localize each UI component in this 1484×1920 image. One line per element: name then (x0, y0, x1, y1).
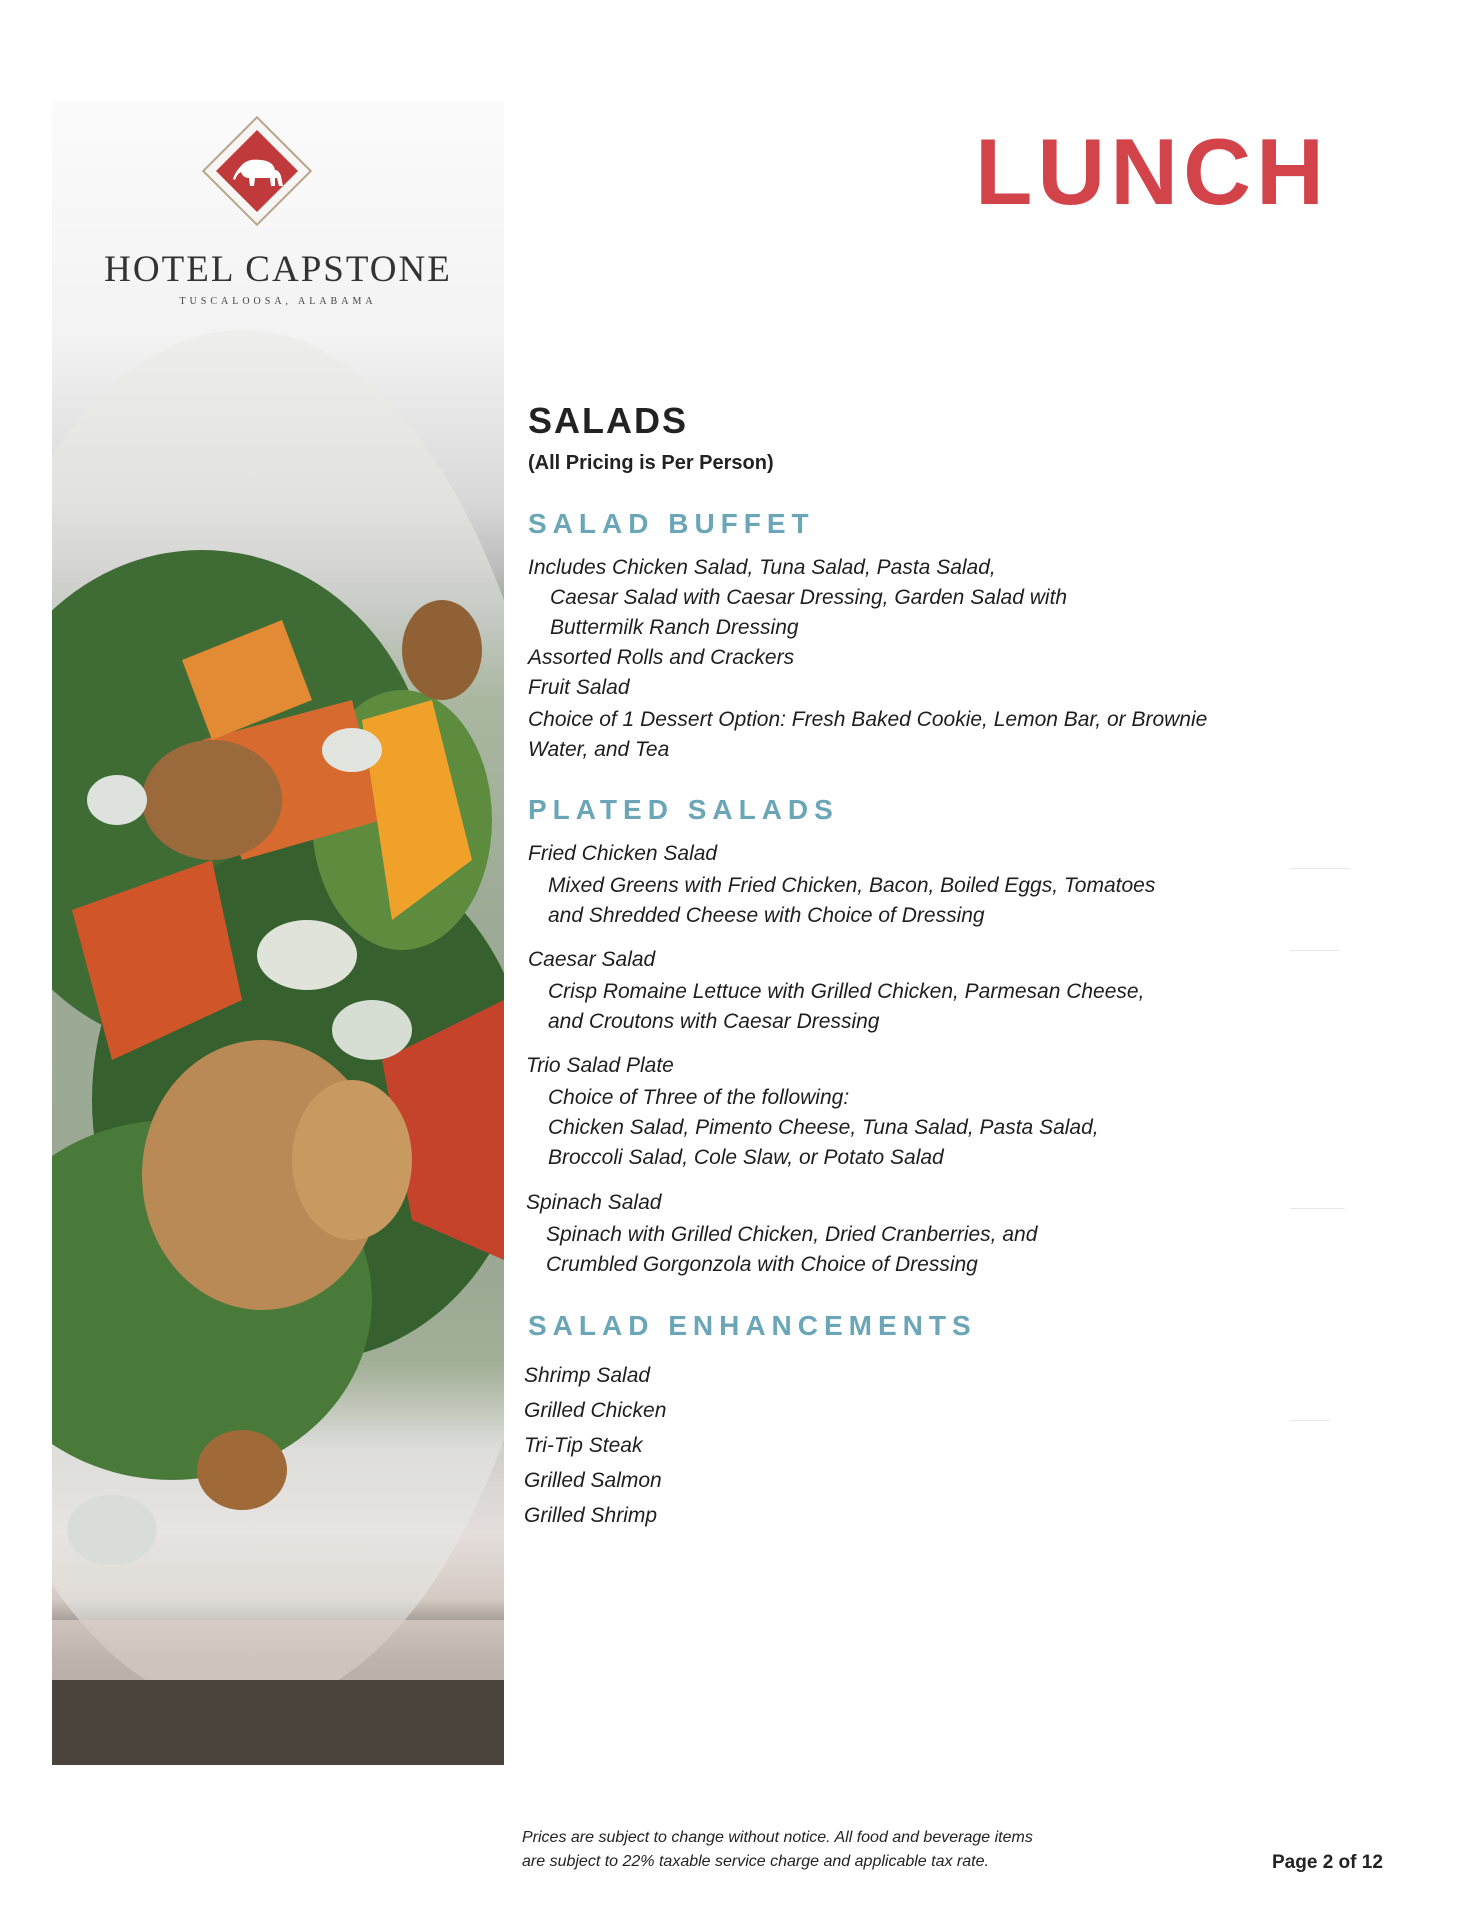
brand-name: HOTEL CAPSTONE (104, 249, 452, 290)
scan-mark (1290, 868, 1350, 869)
plated-item-desc: and Shredded Cheese with Choice of Dressing (548, 904, 985, 927)
plated-item-name: Caesar Salad (528, 948, 656, 971)
elephant-icon (227, 152, 289, 192)
buffet-line: Buttermilk Ranch Dressing (550, 616, 799, 639)
plated-item-name: Trio Salad Plate (526, 1054, 674, 1077)
scan-mark (1290, 1208, 1345, 1209)
footer-note-line: Prices are subject to change without notice. All food and beverage items (522, 1829, 1033, 1846)
pricing-note: (All Pricing is Per Person) (528, 452, 774, 474)
plated-item-name: Spinach Salad (526, 1191, 662, 1214)
plated-item-desc: Choice of Three of the following: (548, 1086, 850, 1109)
buffet-line: Choice of 1 Dessert Option: Fresh Baked Cookie, Lemon Bar, or Brownie (528, 708, 1208, 731)
plated-item-desc: Chicken Salad, Pimento Cheese, Tuna Salad, Pasta Salad, (548, 1116, 1099, 1139)
enhancement-item: Shrimp Salad (524, 1364, 651, 1387)
section-title: SALADS (528, 400, 689, 441)
plated-item-name: Fried Chicken Salad (528, 842, 718, 865)
scan-mark (1290, 1420, 1330, 1421)
plated-item-desc: Crisp Romaine Lettuce with Grilled Chicken, Parmesan Cheese, (548, 980, 1145, 1003)
brand-location: TUSCALOOSA, ALABAMA (179, 296, 377, 307)
footer-note-line: are subject to 22% taxable service charge and applicable tax rate. (522, 1853, 989, 1870)
page-number: Page 2 of 12 (1272, 1852, 1383, 1873)
buffet-line: Caesar Salad with Caesar Dressing, Garden Salad with (550, 586, 1068, 609)
scan-mark (1290, 950, 1340, 951)
enhancement-item: Grilled Chicken (524, 1399, 667, 1422)
plated-item-desc: Spinach with Grilled Chicken, Dried Cranberries, and (546, 1223, 1038, 1246)
enhancement-item: Grilled Shrimp (524, 1504, 658, 1527)
plated-item-desc: and Croutons with Caesar Dressing (548, 1010, 880, 1033)
salad-photo-panel (52, 100, 504, 1765)
enhancement-item: Tri-Tip Steak (524, 1434, 643, 1457)
buffet-line: Assorted Rolls and Crackers (528, 646, 795, 669)
enhancement-item: Grilled Salmon (524, 1469, 662, 1492)
buffet-line: Fruit Salad (528, 676, 630, 699)
plated-salads-heading: PLATED SALADS (528, 794, 839, 825)
enhancements-heading: SALAD ENHANCEMENTS (528, 1310, 977, 1341)
salad-buffet-heading: SALAD BUFFET (528, 508, 815, 539)
plated-item-desc: Mixed Greens with Fried Chicken, Bacon, Boiled Eggs, Tomatoes (548, 874, 1156, 897)
salad-photo (52, 100, 504, 1765)
plated-item-desc: Crumbled Gorgonzola with Choice of Dressing (546, 1253, 978, 1276)
buffet-line: Includes Chicken Salad, Tuna Salad, Pasta Salad, (528, 556, 996, 579)
plated-item-desc: Broccoli Salad, Cole Slaw, or Potato Salad (548, 1146, 944, 1169)
buffet-line: Water, and Tea (528, 738, 670, 761)
page-title: LUNCH (975, 119, 1329, 224)
footer-note (522, 1826, 1162, 1874)
